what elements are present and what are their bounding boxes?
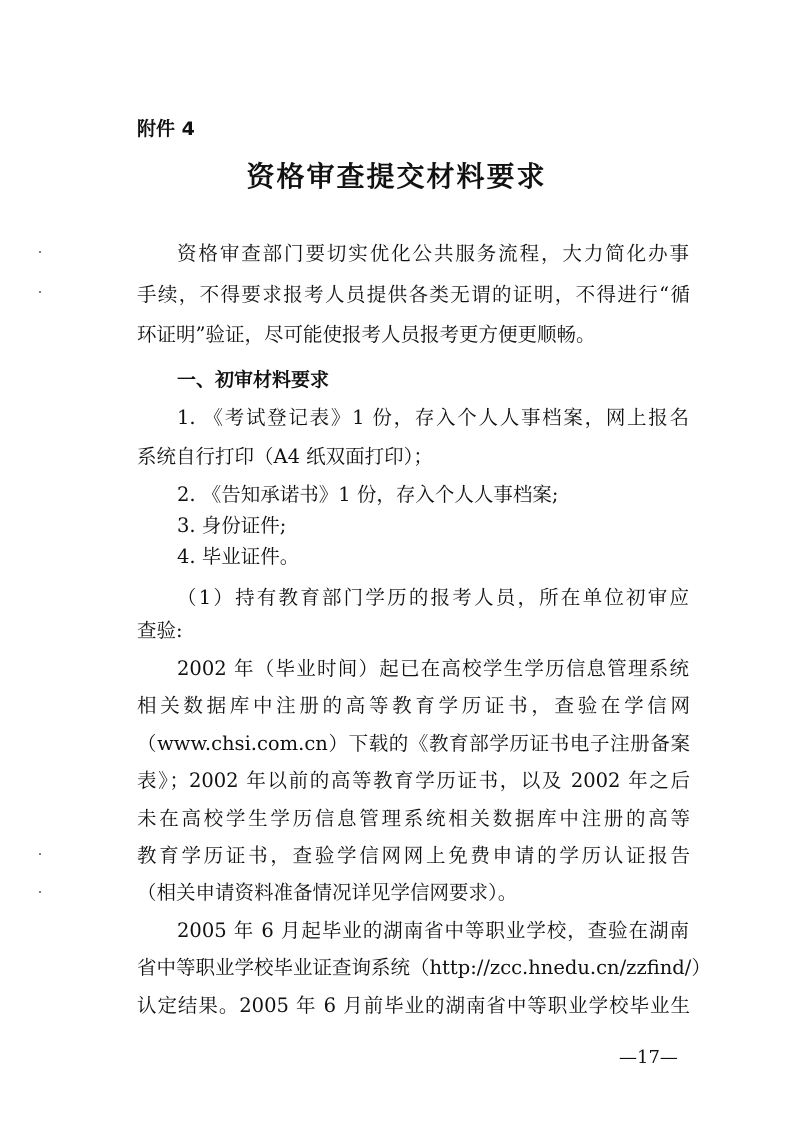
paragraph-line: 系统自行打印（A4 纸双面打印）； [137, 445, 433, 468]
paragraph-line: 2005 年 6 月起毕业的湖南省中等职业学校，查验在湖南 [177, 919, 689, 942]
page-number: —17— [619, 1047, 678, 1068]
paragraph-line: 查验: [137, 619, 183, 642]
paragraph-line: 2. 《告知承诺书》1 份，存入个人人事档案; [177, 483, 559, 506]
paragraph-line: 1. 《考试登记表》1 份，存入个人人事档案，网上报名 [177, 406, 689, 429]
paragraph-line: （www.chsi.com.cn）下载的《教育部学历证书电子注册备案 [137, 732, 690, 755]
paragraph-line: 省中等职业学校毕业证查询系统（http://zcc.hnedu.cn/zzfind/） [137, 956, 711, 979]
paragraph-line: （相关申请资料准备情况详见学信网要求）。 [137, 881, 518, 904]
paragraph-line: 表》；2002 年以前的高等教育学历证书，以及 2002 年之后 [137, 769, 690, 792]
scan-dot [39, 853, 41, 855]
scan-dot [39, 891, 41, 893]
paragraph-line: 认定结果。2005 年 6 月前毕业的湖南省中等职业学校毕业生 [137, 994, 690, 1017]
attachment-label: 附件 4 [137, 118, 195, 140]
page-title: 资格审查提交材料要求 [246, 160, 547, 193]
paragraph-line: 相关数据库中注册的高等教育学历证书，查验在学信网 [137, 694, 690, 717]
paragraph-line: 3. 身份证件; [177, 514, 287, 537]
paragraph-line: 4. 毕业证件。 [177, 545, 300, 568]
paragraph-line: 手续，不得要求报考人员提供各类无谓的证明，不得进行“循 [137, 283, 690, 306]
paragraph-line: 2002 年（毕业时间）起已在高校学生学历信息管理系统 [177, 657, 689, 680]
scan-dot [39, 251, 41, 253]
paragraph-line: （1）持有教育部门学历的报考人员，所在单位初审应 [177, 586, 689, 609]
section-heading: 一、初审材料要求 [177, 369, 330, 391]
paragraph-line: 未在高校学生学历信息管理系统相关数据库中注册的高等 [137, 807, 690, 830]
paragraph-line: 环证明”验证，尽可能使报考人员报考更方便更顺畅。 [137, 323, 596, 346]
scan-dot [39, 291, 41, 293]
paragraph-line: 教育学历证书，查验学信网网上免费申请的学历认证报告 [137, 844, 690, 867]
paragraph-line: 资格审查部门要切实优化公共服务流程，大力简化办事 [177, 242, 689, 265]
